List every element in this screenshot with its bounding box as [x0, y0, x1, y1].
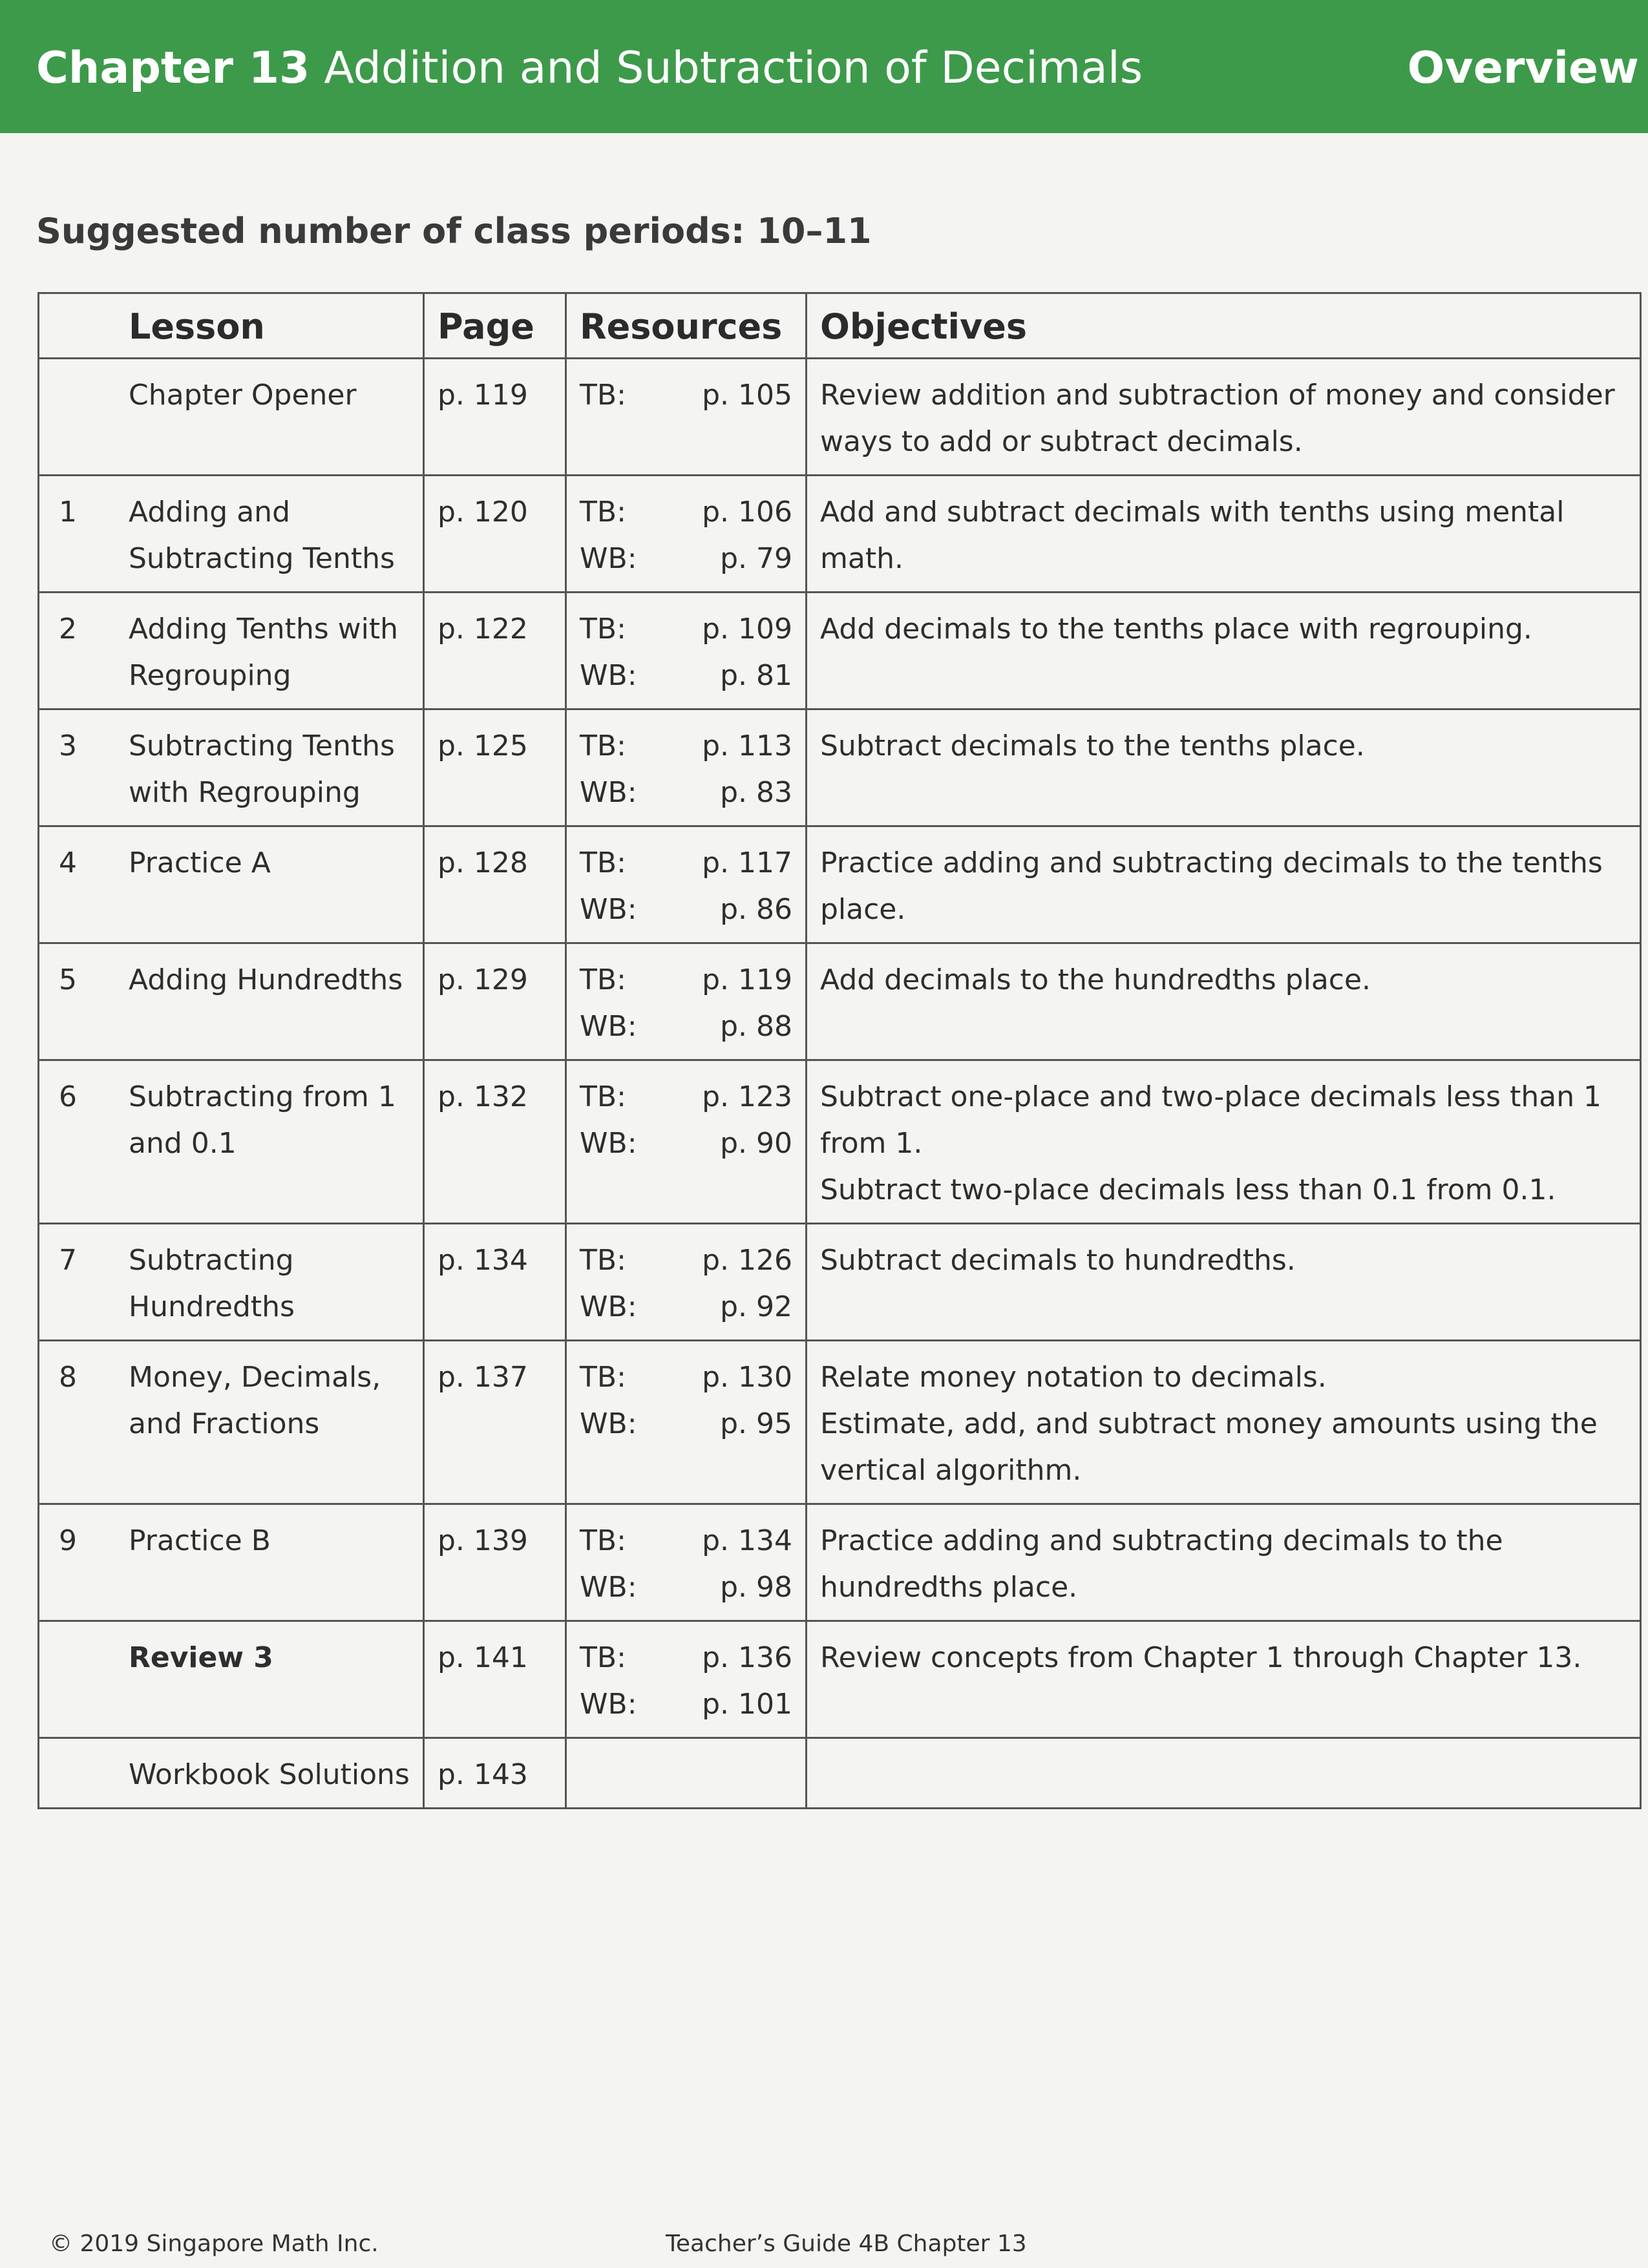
header-lesson: Lesson: [39, 293, 424, 359]
lesson-cell: [39, 1504, 424, 1621]
resource-type: WB:: [580, 1688, 637, 1721]
objectives-cell: [807, 476, 1641, 593]
resource-page: p. 109: [702, 613, 792, 646]
lesson-cell: [39, 1341, 424, 1504]
resource-page: p. 119: [702, 963, 792, 996]
objective-text: Review addition and subtraction of money and consider ways to add or subtract decimals.: [820, 379, 1615, 458]
resource-type: TB:: [580, 963, 626, 996]
resources-cell: [566, 1060, 807, 1224]
objectives-cell: [807, 593, 1641, 709]
objective-text: Relate money notation to decimals.: [820, 1361, 1327, 1394]
resource-line: [580, 372, 792, 419]
page-cell: p. 141: [424, 1621, 566, 1738]
page-cell: p. 120: [424, 476, 566, 593]
table-row: [39, 1341, 1641, 1504]
resource-line: [580, 1237, 792, 1284]
resource-type: TB:: [580, 1361, 626, 1394]
header-objectives: Objectives: [807, 293, 1641, 359]
lesson-cell: [39, 1621, 424, 1738]
resource-page: p. 92: [720, 1290, 792, 1323]
table-row: [39, 593, 1641, 709]
chapter-name: Addition and Subtraction of Decimals: [324, 43, 1143, 94]
lesson-cell: [39, 476, 424, 593]
lesson-name: Subtracting Tenths with Regrouping: [129, 730, 395, 809]
resource-line: [580, 536, 792, 582]
table-row: [39, 826, 1641, 943]
objective-text: Subtract decimals to the tenths place.: [820, 730, 1365, 762]
resource-page: p. 106: [702, 496, 792, 529]
resources-cell: [566, 593, 807, 709]
resource-line: [580, 1681, 792, 1728]
lesson-number: 9: [59, 1524, 77, 1557]
resource-type: WB:: [580, 542, 637, 575]
resource-type: TB:: [580, 1244, 626, 1277]
resources-cell: [566, 1738, 807, 1809]
table-row: [39, 476, 1641, 593]
resource-type: WB:: [580, 1407, 637, 1440]
resource-page: p. 90: [720, 1127, 792, 1160]
resources-cell: [566, 1224, 807, 1341]
resources-cell: [566, 1621, 807, 1738]
objective-text: Practice adding and subtracting decimals to the hundredths place.: [820, 1524, 1503, 1604]
lesson-name: Practice B: [129, 1524, 271, 1557]
resource-line: [580, 1564, 792, 1611]
table-row: [39, 1060, 1641, 1224]
table-row: [39, 943, 1641, 1060]
resource-type: TB:: [580, 379, 626, 412]
lesson-name: Money, Decimals, and Fractions: [129, 1361, 381, 1440]
page-cell: p. 122: [424, 593, 566, 709]
lesson-cell: [39, 1060, 424, 1224]
objective-text: Subtract one-place and two-place decimals less than 1 from 1.: [820, 1080, 1602, 1160]
resource-line: [580, 887, 792, 933]
objective-text: Estimate, add, and subtract money amounts using the vertical algorithm.: [820, 1407, 1598, 1487]
lesson-cell: [39, 709, 424, 826]
lesson-cell: [39, 1224, 424, 1341]
lesson-number: 5: [59, 963, 77, 996]
lesson-table: [37, 292, 1642, 1809]
resource-page: p. 134: [702, 1524, 792, 1557]
resource-page: p. 136: [702, 1641, 792, 1674]
resource-line: [580, 606, 792, 653]
resource-page: p. 79: [720, 542, 792, 575]
footer-guide: Teacher’s Guide 4B Chapter 13: [666, 2231, 1027, 2257]
resource-type: WB:: [580, 1571, 637, 1604]
lesson-name: Subtracting Hundredths: [129, 1244, 295, 1323]
page-cell: p. 137: [424, 1341, 566, 1504]
lesson-cell: [39, 593, 424, 709]
objectives-cell: [807, 1621, 1641, 1738]
table-row: [39, 1504, 1641, 1621]
objectives-cell: [807, 1504, 1641, 1621]
lesson-name: Adding Tenths with Regrouping: [129, 613, 398, 692]
chapter-number: Chapter 13: [36, 43, 310, 94]
class-periods: Suggested number of class periods: 10–11: [36, 211, 872, 251]
objectives-cell: [807, 359, 1641, 476]
footer-copyright: © 2019 Singapore Math Inc.: [49, 2231, 379, 2257]
objective-text: Practice adding and subtracting decimals to the tenths place.: [820, 846, 1603, 926]
resource-page: p. 130: [702, 1361, 792, 1394]
resource-type: WB:: [580, 776, 637, 809]
lesson-cell: [39, 1738, 424, 1809]
resource-line: [580, 1074, 792, 1120]
lesson-name: Review 3: [129, 1641, 273, 1674]
resource-line: [580, 1120, 792, 1167]
resource-type: TB:: [580, 1080, 626, 1113]
lesson-number: 7: [59, 1244, 77, 1277]
resource-type: TB:: [580, 846, 626, 879]
resource-line: [580, 1401, 792, 1447]
table-row: [39, 1621, 1641, 1738]
resources-cell: [566, 1504, 807, 1621]
table-row: [39, 709, 1641, 826]
resource-page: p. 83: [720, 776, 792, 809]
resource-line: [580, 1284, 792, 1330]
lesson-cell: [39, 826, 424, 943]
resource-type: TB:: [580, 613, 626, 646]
objectives-cell: [807, 1738, 1641, 1809]
page-cell: p. 134: [424, 1224, 566, 1341]
resource-type: TB:: [580, 496, 626, 529]
page-cell: p. 125: [424, 709, 566, 826]
lesson-cell: [39, 943, 424, 1060]
lesson-number: 8: [59, 1361, 77, 1394]
resource-page: p. 105: [702, 379, 792, 412]
resource-line: [580, 957, 792, 1003]
resource-page: p. 126: [702, 1244, 792, 1277]
resource-page: p. 98: [720, 1571, 792, 1604]
objective-text: Subtract decimals to hundredths.: [820, 1244, 1296, 1277]
header-resources: Resources: [566, 293, 807, 359]
page-cell: p. 119: [424, 359, 566, 476]
resource-line: [580, 1518, 792, 1564]
objectives-cell: [807, 709, 1641, 826]
lesson-name: Practice A: [129, 846, 271, 879]
header-page: Page: [424, 293, 566, 359]
objective-text: Subtract two-place decimals less than 0.1 from 0.1.: [820, 1173, 1556, 1206]
lesson-name: Adding Hundredths: [129, 963, 403, 996]
objectives-cell: [807, 1060, 1641, 1224]
lesson-number: 6: [59, 1080, 77, 1113]
resource-line: [580, 723, 792, 770]
resource-page: p. 123: [702, 1080, 792, 1113]
page-cell: p. 143: [424, 1738, 566, 1809]
table-header-row: [39, 293, 1641, 359]
resource-type: WB:: [580, 893, 637, 926]
resource-page: p. 81: [720, 659, 792, 692]
resource-type: WB:: [580, 1290, 637, 1323]
table-row: [39, 1738, 1641, 1809]
resource-page: p. 88: [720, 1010, 792, 1043]
objective-text: Add decimals to the tenths place with regrouping.: [820, 613, 1532, 646]
objectives-cell: [807, 943, 1641, 1060]
resources-cell: [566, 709, 807, 826]
resource-type: TB:: [580, 730, 626, 762]
objectives-cell: [807, 1224, 1641, 1341]
resource-line: [580, 489, 792, 536]
objective-text: Review concepts from Chapter 1 through Chapter 13.: [820, 1641, 1582, 1674]
page-cell: p. 139: [424, 1504, 566, 1621]
lesson-number: 2: [59, 613, 77, 646]
objectives-cell: [807, 826, 1641, 943]
resource-line: [580, 770, 792, 816]
resources-cell: [566, 359, 807, 476]
objectives-cell: [807, 1341, 1641, 1504]
chapter-title: [36, 43, 1143, 94]
resource-type: TB:: [580, 1524, 626, 1557]
resource-type: WB:: [580, 659, 637, 692]
table-row: [39, 359, 1641, 476]
objective-text: Add and subtract decimals with tenths using mental math.: [820, 496, 1565, 575]
resource-page: p. 86: [720, 893, 792, 926]
lesson-name: Adding and Subtracting Tenths: [129, 496, 395, 575]
resource-line: [580, 840, 792, 887]
lesson-name: Subtracting from 1 and 0.1: [129, 1080, 396, 1160]
resource-page: p. 113: [702, 730, 792, 762]
section-label: Overview: [1407, 43, 1639, 94]
resource-line: [580, 1003, 792, 1050]
page-cell: p. 132: [424, 1060, 566, 1224]
resources-cell: [566, 476, 807, 593]
resource-line: [580, 1635, 792, 1681]
resource-page: p. 117: [702, 846, 792, 879]
lesson-number: 3: [59, 730, 77, 762]
resource-page: p. 95: [720, 1407, 792, 1440]
objective-text: Add decimals to the hundredths place.: [820, 963, 1371, 996]
resources-cell: [566, 943, 807, 1060]
resource-type: WB:: [580, 1127, 637, 1160]
lesson-number: 4: [59, 846, 77, 879]
table-body: [39, 359, 1641, 1809]
resource-page: p. 101: [702, 1688, 792, 1721]
lesson-cell: [39, 359, 424, 476]
resource-type: WB:: [580, 1010, 637, 1043]
resource-line: [580, 1354, 792, 1401]
lesson-name: Chapter Opener: [129, 379, 357, 412]
resource-type: TB:: [580, 1641, 626, 1674]
lesson-number: 1: [59, 496, 77, 529]
table-row: [39, 1224, 1641, 1341]
resources-cell: [566, 1341, 807, 1504]
resources-cell: [566, 826, 807, 943]
lesson-name: Workbook Solutions: [129, 1758, 410, 1791]
page-cell: p. 129: [424, 943, 566, 1060]
page-cell: p. 128: [424, 826, 566, 943]
resource-line: [580, 653, 792, 699]
